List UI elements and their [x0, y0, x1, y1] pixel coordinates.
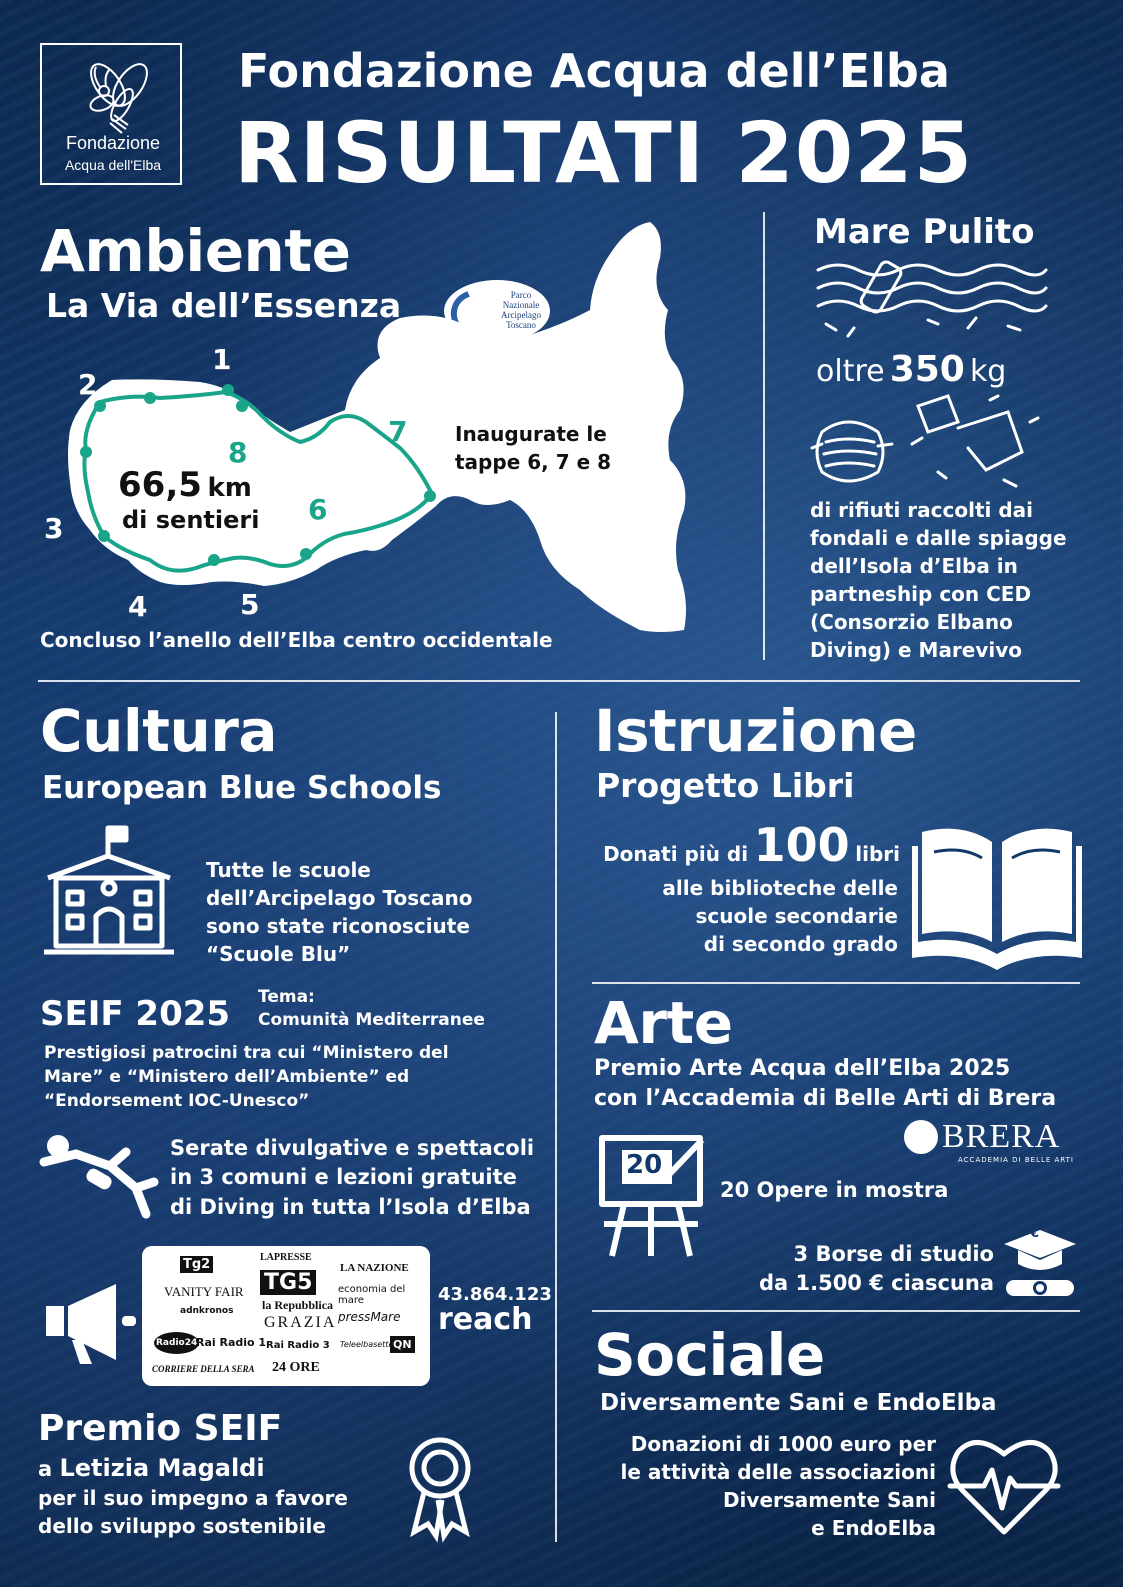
logo-name-line2	[42, 157, 184, 173]
waste-icon	[808, 392, 1048, 497]
park-logo-line: Nazionale	[502, 300, 540, 310]
diver-icon	[36, 1132, 166, 1242]
premio-name: Letizia Magaldi	[59, 1454, 265, 1482]
serate-text	[170, 1134, 534, 1222]
istruzione-lines	[590, 874, 898, 958]
seif-title: SEIF 2025	[40, 994, 231, 1034]
logo-word-elba: dell'Elba	[108, 157, 162, 173]
ambiente-footer: Concluso l’anello dell’Elba centro occidentale	[40, 628, 553, 652]
divider-bottom-vertical	[555, 712, 557, 1542]
mare-amount	[816, 349, 1007, 390]
ambiente-subtitle: La Via dell’Essenza	[46, 286, 402, 325]
serate-line: Serate divulgative e spettacoli	[170, 1136, 535, 1160]
istruzione-unit: libri	[855, 842, 900, 866]
mare-description-line: dell’Isola d’Elba in	[810, 554, 1018, 578]
media-logo-pressmare: pressMare	[338, 1310, 401, 1324]
patrocini-line: Prestigiosi patrocini tra cui “Ministero del	[44, 1043, 449, 1063]
media-logo-qn: QN	[390, 1336, 415, 1353]
sociale-line: e EndoElba	[811, 1516, 936, 1540]
arte-subtitle-line: con l’Accademia di Belle Arti di Brera	[594, 1085, 1057, 1111]
brera-logo	[904, 1118, 1074, 1168]
stage-label-1: 1	[212, 343, 232, 376]
premio-line1	[38, 1454, 265, 1482]
park-logo-line: Parco	[510, 290, 532, 300]
stage-label-2: 2	[78, 368, 98, 401]
logo	[40, 43, 182, 185]
mare-amount-unit: kg	[969, 354, 1007, 389]
media-logo-corriere: CORRIERE DELLA SERA	[152, 1364, 255, 1374]
borse-line: 3 Borse di studio	[793, 1242, 994, 1266]
premio-line3: dello sviluppo sostenibile	[38, 1514, 326, 1538]
trail-stop	[94, 400, 106, 412]
trail-stop	[300, 548, 312, 560]
trail-stop	[80, 446, 92, 458]
stage-label-7: 7	[388, 415, 408, 448]
inaugurate-line: Inaugurate le	[455, 422, 607, 446]
media-logo-lapresse: LAPRESSE	[260, 1252, 312, 1263]
media-logo-teleelbasette: Teleelbasette	[340, 1340, 394, 1349]
brera-emblem-icon	[904, 1120, 938, 1154]
istruzione-value: 100	[753, 818, 850, 872]
cultura-subtitle: European Blue Schools	[42, 770, 442, 806]
waves-bottle-icon	[808, 258, 1048, 338]
bee-icon	[42, 45, 184, 145]
trail-length-label: di sentieri	[122, 506, 260, 534]
sociale-subtitle: Diversamente Sani e EndoElba	[600, 1390, 997, 1416]
media-logo-economia-del-mare: economia del mare	[338, 1284, 406, 1306]
mare-amount-value: 350	[889, 349, 965, 390]
istruzione-prefix: Donati più di	[603, 842, 749, 866]
divider-horizontal-main	[38, 680, 1080, 682]
arte-opere: 20 Opere in mostra	[720, 1178, 949, 1202]
arte-subtitle-line: Premio Arte Acqua dell’Elba 2025	[594, 1056, 1011, 1081]
trail-length-unit: km	[207, 473, 252, 503]
stage-label-3: 3	[44, 512, 64, 545]
cultura-title: Cultura	[40, 697, 277, 765]
istruzione-line: alle biblioteche delle	[662, 876, 898, 900]
media-logo-radio24: Radio24	[154, 1332, 199, 1354]
megaphone-icon	[38, 1278, 138, 1368]
schools-line: sono state riconosciute	[206, 914, 470, 938]
schools-line: Tutte le scuole	[206, 858, 371, 882]
media-logo-rai-radio1: Rai Radio 1	[196, 1336, 267, 1349]
serate-line: in 3 comuni e lezioni gratuite	[170, 1165, 517, 1190]
logo-word-acqua: Acqua	[64, 157, 105, 173]
park-logo-line: Arcipelago	[501, 310, 541, 320]
patrocini-line: Mare” e “Ministero dell’Ambiente” ed	[44, 1066, 410, 1087]
graduation-diploma-icon	[1000, 1224, 1080, 1304]
seif-tema-value: Comunità Mediterranee	[258, 1010, 485, 1030]
istruzione-subtitle: Progetto Libri	[596, 766, 855, 805]
stage-label-6: 6	[308, 493, 328, 526]
stage-label-5: 5	[240, 588, 260, 621]
logo-name-line1: Fondazione	[65, 133, 161, 153]
inaugurate-line: tappe 6, 7 e 8	[455, 450, 612, 474]
school-icon	[42, 822, 182, 962]
easel-number: 20	[626, 1150, 663, 1180]
trail-length-value: 66,5	[118, 465, 202, 505]
mare-description-line: di rifiuti raccolti dai	[810, 498, 1034, 522]
trail-stop	[208, 554, 220, 566]
premio-prefix: a	[38, 1457, 53, 1481]
media-logos-panel	[142, 1246, 430, 1386]
page-title: Fondazione Acqua dell’Elba	[238, 44, 950, 98]
istruzione-line: scuole secondarie	[695, 904, 898, 928]
stage-label-4: 4	[128, 590, 148, 623]
sociale-line: le attività delle associazioni	[620, 1460, 936, 1484]
trail-length	[118, 465, 252, 505]
mare-description-line: Diving) e Marevivo	[810, 638, 1023, 662]
trail-stop	[222, 384, 234, 396]
schools-line: dell’Arcipelago Toscano	[206, 886, 473, 910]
open-book-icon	[912, 822, 1082, 972]
media-logo-la-nazione: LA NAZIONE	[340, 1262, 409, 1274]
media-logo-24ore: 24 ORE	[272, 1360, 320, 1375]
borse-line: da 1.500 € ciascuna	[758, 1271, 994, 1296]
trail-stop	[144, 392, 156, 404]
award-ribbon-icon	[400, 1432, 490, 1542]
mare-title: Mare Pulito	[814, 212, 1035, 252]
ambiente-title: Ambiente	[40, 217, 351, 285]
euro-symbol: €	[1030, 1226, 1040, 1241]
trail-stop	[98, 530, 110, 542]
sociale-line: Donazioni di 1000 euro per	[630, 1432, 936, 1456]
park-logo-line: Toscano	[506, 320, 536, 330]
trail-stop	[424, 490, 436, 502]
brera-name: BRERA	[942, 1118, 1061, 1155]
sociale-line: Diversamente Sani	[722, 1488, 936, 1512]
arte-borse	[700, 1240, 994, 1299]
sociale-lines	[580, 1430, 936, 1542]
media-logo-rai-radio3: Rai Radio 3	[266, 1340, 330, 1351]
arte-subtitle	[594, 1054, 1056, 1114]
premio-line2: per il suo impegno a favore	[38, 1486, 348, 1510]
reach-label: reach	[438, 1302, 533, 1337]
divider-top-vertical	[763, 212, 765, 660]
serate-line: di Diving in tutta l’Isola d’Elba	[170, 1194, 531, 1219]
divider-arte-sociale	[592, 1310, 1080, 1312]
heartbeat-icon	[948, 1432, 1068, 1542]
mare-amount-prefix: oltre	[816, 354, 885, 389]
schools-text	[206, 856, 472, 968]
brera-subname: ACCADEMIA DI BELLE ARTI	[958, 1156, 1074, 1164]
mare-description-line: (Consorzio Elbano	[810, 610, 1013, 634]
istruzione-headline	[590, 818, 900, 872]
media-logo-tg2: Tg2	[180, 1256, 213, 1273]
arte-title: Arte	[594, 989, 733, 1057]
patrocini-line: “Endorsement IOC-Unesco”	[44, 1090, 310, 1111]
mare-description	[810, 496, 1067, 664]
sociale-title: Sociale	[594, 1321, 825, 1389]
media-logo-adnkronos: adnkronos	[180, 1306, 234, 1316]
divider-istruzione-arte	[592, 982, 1080, 984]
media-logo-vanity-fair: VANITY FAIR	[164, 1284, 244, 1299]
schools-line: “Scuole Blu”	[206, 942, 351, 966]
reach-value: 43.864.123	[438, 1284, 552, 1305]
inaugurate-note	[455, 420, 611, 476]
stage-label-8: 8	[228, 436, 248, 469]
trail-stop	[236, 400, 248, 412]
mare-description-line: partneship con CED	[810, 582, 1032, 606]
page-subtitle: RISULTATI 2025	[234, 104, 974, 202]
mare-description-line: fondali e dalle spiagge	[810, 526, 1067, 550]
premio-title: Premio SEIF	[38, 1408, 283, 1449]
media-logo-repubblica: la Repubblica	[262, 1298, 334, 1312]
istruzione-line: di secondo grado	[703, 932, 898, 956]
media-logo-grazia: GRAZIA	[264, 1314, 337, 1331]
seif-tema-label: Tema:	[258, 987, 315, 1007]
istruzione-title: Istruzione	[594, 697, 917, 765]
patrocini-text	[44, 1042, 449, 1113]
media-logo-tg5: TG5	[260, 1270, 316, 1295]
